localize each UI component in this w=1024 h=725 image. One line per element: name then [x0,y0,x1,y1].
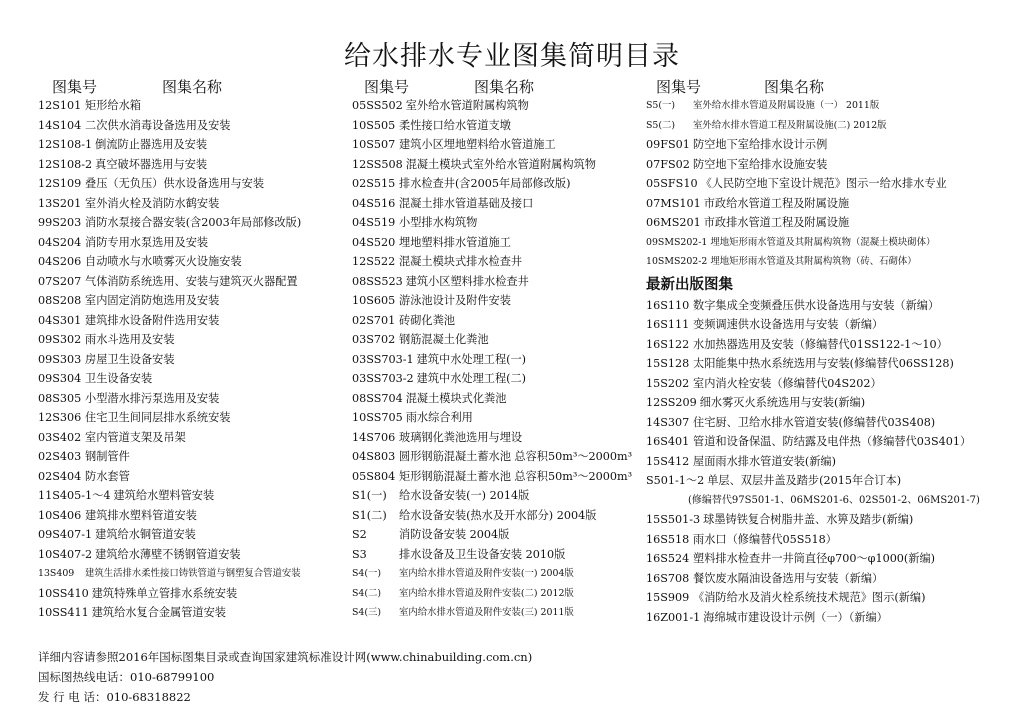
atlas-name: 游泳池设计及附件安装 [399,294,511,307]
atlas-code: 16S110 [646,298,690,312]
catalog-entry [352,369,644,389]
atlas-code: 04S301 [38,313,82,327]
catalog-entry [646,233,1016,253]
catalog-entry [352,525,644,545]
atlas-name: 排水检查井(含2005年局部修改版) [399,177,571,190]
atlas-code: 07FS02 [646,157,690,171]
atlas-code: 15S412 [646,454,690,468]
atlas-code: 15S501-3 [646,513,701,526]
atlas-code: 03S402 [38,430,82,444]
atlas-code: 09S304 [38,372,82,385]
atlas-code: 12S108-1 [38,138,93,151]
atlas-code: 08S208 [38,294,82,307]
atlas-code: 07MS101 [646,196,701,210]
column-header [352,74,644,96]
atlas-code: 09S302 [38,333,82,346]
atlas-name: 室内给水排水管道及附件安装(一) 2004版 [399,568,574,579]
atlas-name: 埋地矩形雨水管道及其附属构筑物（混凝土模块砌体） [710,236,936,248]
atlas-name: 防水套管 [85,469,130,483]
atlas-name: 室内固定消防炮选用及安装 [85,294,220,307]
catalog-entry [38,174,348,194]
atlas-code: S5(一) [646,100,676,111]
catalog-entry [352,467,644,487]
atlas-name: 埋地塑料排水管道施工 [399,235,511,249]
catalog-entry [352,135,644,155]
catalog-entry [38,408,348,428]
catalog-entry [646,569,1016,589]
atlas-code: 10S407-2 [38,547,93,561]
atlas-name: 室外给水排水管道工程及附属设施(二) 2012版 [693,119,887,131]
page-title: 给水排水专业图集简明目录 [344,41,680,72]
atlas-code: 16S518 [646,532,690,546]
atlas-name: 建筑小区埋地塑料给水管道施工 [399,138,556,151]
catalog-entry [352,233,644,253]
atlas-name: 卫生设备安装 [85,372,153,385]
atlas-code: 04S803 [352,450,396,463]
catalog-entry [352,213,644,233]
catalog-entry [38,603,348,623]
footer-note: 详细内容请参照2016年国标图集目录或查询国家建筑标准设计网(www.chinabuilding.com.cn) [38,650,533,664]
atlas-name: 建筑给水薄壁不锈钢管道安装 [95,547,241,561]
atlas-name: 建筑排水设备附件选用安装 [85,313,220,327]
atlas-name: 玻璃钢化粪池选用与埋设 [399,430,523,444]
atlas-code: S1(一) [352,489,387,502]
atlas-name: 市政排水管道工程及附属设施 [703,216,850,229]
catalog-entry [352,272,644,292]
atlas-code: 13S201 [38,196,82,210]
atlas-name: 小型潜水排污泵选用及安装 [85,391,220,405]
catalog-entry [38,135,348,155]
catalog-entry [646,588,1016,608]
catalog-entry [38,369,348,389]
catalog-entry [38,545,348,565]
catalog-entry [38,194,348,214]
atlas-code: 10SS410 [38,586,89,600]
atlas-code: 02S515 [352,177,396,190]
catalog-entry [38,233,348,253]
atlas-code: 12SS209 [646,396,697,409]
atlas-name: 叠压（无负压）供水设备选用与安装 [85,177,265,190]
catalog-entry [38,525,348,545]
catalog-entry [352,564,644,584]
catalog-entry [646,510,1016,530]
name-header: 图集名称 [764,78,825,96]
atlas-name: 建筑中水处理工程(一) [416,352,527,366]
catalog-column-2 [352,74,644,623]
catalog-entry [646,116,1016,136]
catalog-entry [38,350,348,370]
atlas-code: 04S516 [352,196,396,210]
catalog-entry [646,471,1016,491]
atlas-name: 水加热器选用及安装（修编替代01SS122-1～10） [693,337,948,351]
catalog-entry [352,311,644,331]
catalog-entry [38,389,348,409]
atlas-code: 08S305 [38,391,82,405]
atlas-code: S4(一) [352,568,382,579]
atlas-name: 消防水泵接合器安装(含2003年局部修改版) [85,216,302,229]
catalog-entry [352,486,644,506]
catalog-entry [38,252,348,272]
atlas-name: 矩形给水箱 [85,99,141,112]
atlas-code: S5(二) [646,119,676,131]
atlas-code: S4(三) [352,607,382,618]
catalog-entry [352,389,644,409]
atlas-name: 单层、双层井盖及踏步(2015年合订本) [707,474,902,487]
atlas-name: 市政给水管道工程及附属设施 [703,196,850,210]
atlas-name: 倒流防止器选用及安装 [95,138,208,151]
atlas-name: 排水设备及卫生设备安装 2010版 [399,547,566,561]
atlas-code: 15S909 [646,591,690,604]
column-header [646,74,1016,96]
atlas-name: 建筑生活排水柔性接口铸铁管道与钢塑复合管道安装 [85,568,301,579]
catalog-entry [646,135,1016,155]
code-header: 图集号 [52,78,98,96]
catalog-entry [38,486,348,506]
name-header: 图集名称 [162,78,223,96]
atlas-code: 04S520 [352,235,396,249]
catalog-entry [38,584,348,604]
atlas-name: 砖砌化粪池 [399,313,455,327]
atlas-name: 住宅厨、卫给水排水管道安装(修编替代03S408) [693,415,936,429]
catalog-entry [38,272,348,292]
atlas-code: 04S206 [38,255,82,268]
atlas-code: 10SMS202-2 [646,256,708,267]
sales-phone: 发 行 电 话：010-68318822 [38,690,191,704]
atlas-code: 08SS704 [352,391,403,405]
catalog-entry [646,96,1016,116]
atlas-name: 室外给水管道附属构筑物 [405,99,529,112]
atlas-code: S4(二) [352,587,382,599]
atlas-code: 15S202 [646,376,690,390]
atlas-name: 混凝土排水管道基础及接口 [399,196,534,210]
atlas-code: 02S701 [352,313,396,327]
atlas-code: 04S519 [352,216,396,229]
atlas-name: 混凝土模块式化粪池 [405,391,507,405]
catalog-entry [352,408,644,428]
atlas-name: 防空地下室给排水设施安装 [693,157,828,171]
atlas-name: 餐饮废水隔油设备选用与安装（新编） [693,571,884,585]
atlas-name: 混凝土模块式排水检查井 [399,255,523,268]
atlas-code: 16S524 [646,552,690,565]
atlas-name: 室外消火栓及消防水鹤安装 [85,196,220,210]
atlas-name: 建筑特殊单立管排水系统安装 [91,586,238,600]
catalog-entry [38,447,348,467]
atlas-code: 08SS523 [352,274,403,288]
atlas-name: 二次供水消毒设备选用及安装 [85,118,231,132]
atlas-code: 03SS703-1 [352,352,414,366]
atlas-name: 屋面雨水排水管道安装(新编) [693,454,836,468]
atlas-name: 给水设备安装(热水及开水部分) 2004版 [399,508,597,522]
catalog-entry [352,350,644,370]
code-header: 图集号 [364,78,410,96]
atlas-code: 10S605 [352,294,396,307]
catalog-entry [646,491,1016,511]
catalog-entry [38,564,348,584]
catalog-entry [646,608,1016,628]
catalog-entry [352,116,644,136]
catalog-entry [646,335,1016,355]
atlas-code: 14S307 [646,415,690,429]
atlas-code: 05S804 [352,469,396,483]
atlas-name: 球墨铸铁复合树脂井盖、水箅及踏步(新编) [703,513,914,526]
atlas-code: 12S306 [38,411,82,424]
catalog-entry [646,432,1016,452]
atlas-code: 02S403 [38,450,82,463]
atlas-name: (修编替代97S501-1、06MS201-6、02S501-2、06MS201-7) [688,494,980,506]
atlas-code: 15S128 [646,357,690,370]
atlas-name: 消防专用水泵选用及安装 [85,235,209,249]
atlas-code: 16Z001-1 [646,610,701,624]
atlas-name: 室内给水排水管道及附件安装(二) 2012版 [399,587,574,599]
atlas-name: 建筑给水复合金属管道安装 [91,606,226,619]
catalog-entry [352,428,644,448]
catalog-column-1 [38,74,348,623]
catalog-entry [352,252,644,272]
atlas-name: 数字集成全变频叠压供水设备选用与安装（新编） [693,298,940,312]
atlas-name: 《人民防空地下室设计规范》图示一给水排水专业 [700,177,947,190]
catalog-entry [352,545,644,565]
column-header [38,74,348,96]
atlas-name: 圆形钢筋混凝土蓄水池 总容积50m³～2000m³ [399,450,633,463]
atlas-code: 14S104 [38,118,82,132]
catalog-entry [38,291,348,311]
atlas-name: 《消防给水及消火栓系统技术规范》图示(新编) [693,591,926,604]
atlas-code: S1(二) [352,508,387,522]
catalog-entry [646,194,1016,214]
atlas-code: 10S406 [38,508,82,522]
catalog-entry [352,155,644,175]
catalog-entry [646,213,1016,233]
atlas-code: 05SFS10 [646,177,698,190]
atlas-code: 13S409 [38,568,75,579]
atlas-code: 04S204 [38,235,82,249]
atlas-code: 09S407-1 [38,528,93,541]
catalog-entry [38,428,348,448]
atlas-name: 建筑排水塑料管道安装 [85,508,197,522]
atlas-name: 雨水斗选用及安装 [85,333,175,346]
atlas-name: 自动喷水与水喷雾灭火设施安装 [85,255,242,268]
atlas-code: 12S101 [38,99,82,112]
atlas-name: 变频调速供水设备选用与安装（新编） [693,318,884,331]
atlas-code: 12S108-2 [38,157,93,171]
catalog-column-3 [646,74,1016,627]
atlas-code: 03S702 [352,333,396,346]
catalog-entry [646,296,1016,316]
catalog-entry [352,506,644,526]
atlas-code: 16S708 [646,571,690,585]
catalog-entry [352,96,644,116]
footer [38,647,532,707]
atlas-name: 混凝土模块式室外给水管道附属构筑物 [405,157,596,171]
catalog-entry [352,174,644,194]
atlas-code: S2 [352,528,367,541]
atlas-name: 住宅卫生间同层排水系统安装 [85,411,231,424]
atlas-code: 16S401 [646,435,690,448]
atlas-code: 12SS508 [352,157,403,171]
catalog-entry [646,155,1016,175]
catalog-entry [38,116,348,136]
hotline: 国标图热线电话：010-68799100 [38,670,215,684]
catalog-entry [646,549,1016,569]
atlas-name: 钢筋混凝土化粪池 [399,333,489,346]
atlas-name: 真空破坏器选用与安装 [95,157,208,171]
atlas-name: 塑料排水检查井一井筒直径φ700～φ1000(新编) [693,552,936,565]
atlas-code: 09FS01 [646,138,690,151]
atlas-name: 太阳能集中热水系统选用与安装(修编替代06SS128) [693,357,954,370]
catalog-entry [646,374,1016,394]
new-publications-heading: 最新出版图集 [646,276,733,293]
catalog-entry [38,311,348,331]
atlas-code: 07S207 [38,274,82,288]
atlas-name: 气体消防系统选用、安装与建筑灭火器配置 [85,274,298,288]
catalog-entry [38,506,348,526]
catalog-entry [38,213,348,233]
catalog-entry [646,530,1016,550]
atlas-name: 雨水口（修编替代05S518） [693,532,837,546]
atlas-name: 建筑小区塑料排水检查井 [405,274,529,288]
catalog-entry [646,315,1016,335]
atlas-name: 建筑中水处理工程(二) [416,372,527,385]
atlas-code: 02S404 [38,469,82,483]
catalog-entry [352,447,644,467]
atlas-code: 10S507 [352,138,396,151]
catalog-entry [352,194,644,214]
atlas-name: 室内消火栓安装（修编替代04S202） [693,376,882,390]
atlas-name: 小型排水构筑物 [399,216,478,229]
atlas-code: 12S109 [38,177,82,190]
atlas-name: 管道和设备保温、防结露及电伴热（修编替代03S401） [693,435,972,448]
catalog-entry [646,413,1016,433]
atlas-code: 10SS705 [352,411,403,424]
atlas-name: 房屋卫生设备安装 [85,352,175,366]
catalog-entry [646,174,1016,194]
catalog-entry [38,467,348,487]
atlas-code: S501-1～2 [646,474,705,487]
atlas-name: 海绵城市建设设计示例（一）（新编） [703,610,888,624]
atlas-code: S3 [352,547,367,561]
atlas-name: 室内给水排水管道及附件安装(三) 2011版 [399,607,574,618]
atlas-code: 14S706 [352,430,396,444]
catalog-entry [646,252,1016,272]
atlas-name: 建筑给水铜管道安装 [95,528,196,541]
atlas-name: 室外给水排水管道及附属设施（一） 2011版 [693,100,880,111]
catalog-entry [38,96,348,116]
atlas-code: 11S405-1～4 [38,489,111,502]
catalog-entry [646,452,1016,472]
atlas-code: 05SS502 [352,99,403,112]
atlas-code: 16S122 [646,337,690,351]
atlas-name: 给水设备安装(一) 2014版 [399,489,530,502]
catalog-entry [352,291,644,311]
atlas-code: 10SS411 [38,606,89,619]
atlas-name: 建筑给水塑料管安装 [113,489,215,502]
catalog-entry [38,155,348,175]
atlas-code: 09SMS202-1 [646,236,708,248]
atlas-name: 室内管道支架及吊架 [85,430,186,444]
atlas-code: 16S111 [646,318,690,331]
atlas-name: 钢制管件 [85,450,130,463]
catalog-entry [352,603,644,623]
catalog-entry [352,584,644,604]
atlas-code: 03SS703-2 [352,372,414,385]
catalog-entry [646,393,1016,413]
atlas-code: 06MS201 [646,216,701,229]
catalog-entry [38,330,348,350]
atlas-code: 99S203 [38,216,82,229]
catalog-entry [352,330,644,350]
atlas-name: 柔性接口给水管道支墩 [399,118,511,132]
name-header: 图集名称 [474,78,535,96]
atlas-name: 雨水综合利用 [405,411,473,424]
catalog-entry [646,354,1016,374]
atlas-code: 09S303 [38,352,82,366]
atlas-code: 10S505 [352,118,396,132]
code-header: 图集号 [656,78,702,96]
atlas-name: 矩形钢筋混凝土蓄水池 总容积50m³～2000m³ [399,469,633,483]
atlas-name: 防空地下室给排水设计示例 [693,138,828,151]
atlas-name: 埋地矩形雨水管道及其附属构筑物（砖、石砌体） [710,256,917,267]
atlas-name: 细水雾灭火系统选用与安装(新编) [699,396,866,409]
atlas-name: 消防设备安装 2004版 [399,528,510,541]
atlas-code: 12S522 [352,255,396,268]
